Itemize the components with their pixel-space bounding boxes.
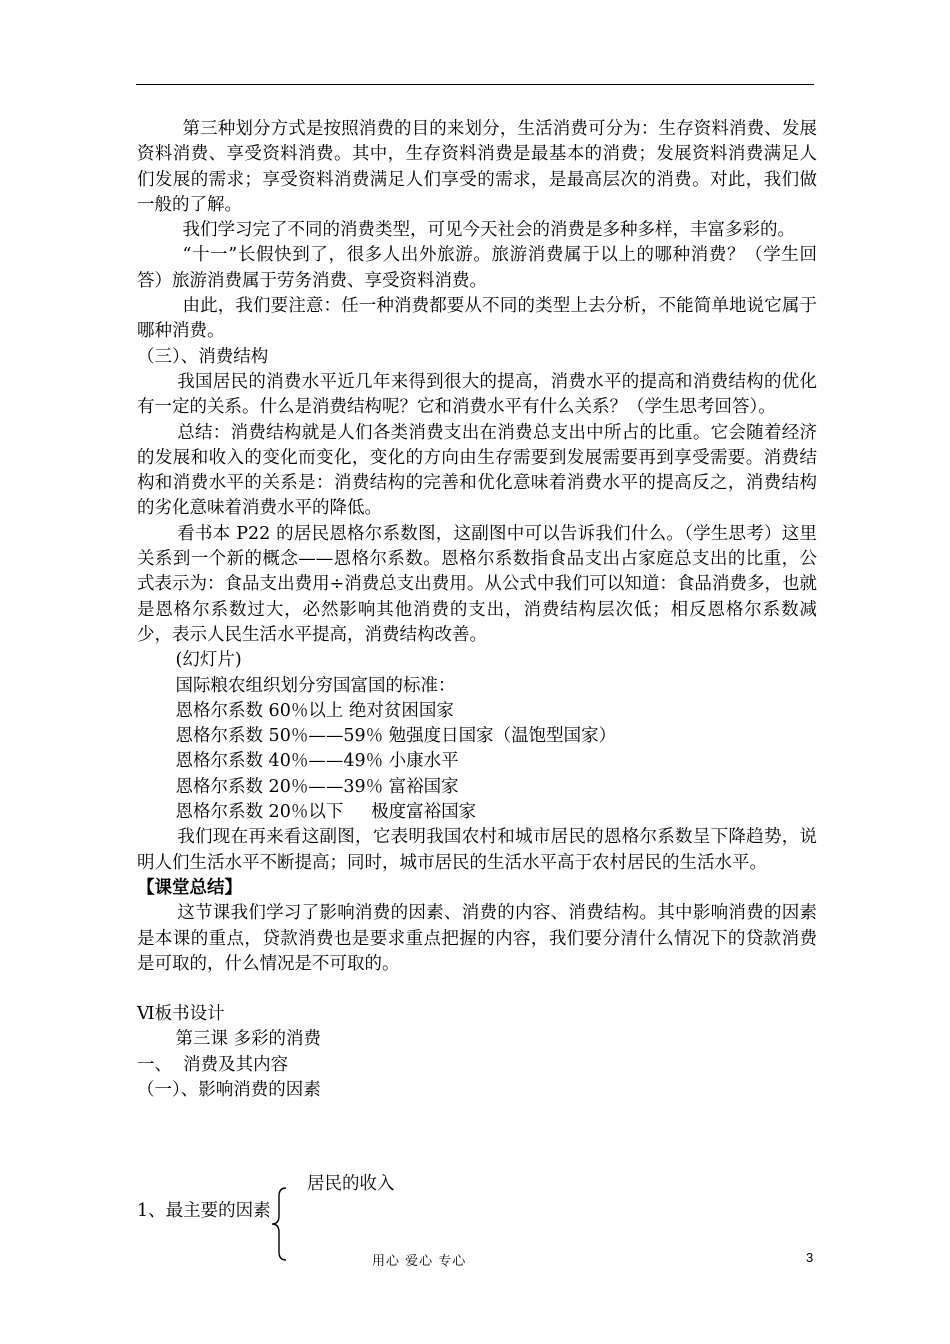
list-item: (幻灯片) [175,650,242,671]
list-item: 恩格尔系数 40％——49％ 小康水平 [175,751,459,772]
paragraph: 我们学习完了不同的消费类型，可见今天社会的消费是多种多样，丰富多彩的。 [182,220,795,241]
header-rule [136,84,814,85]
paragraph: 由此，我们要注意：任一种消费都要从不同的类型上去分析，不能简单地说它属于哪种消费。 [137,296,817,342]
outline-item: （一）、影响消费的因素 [137,1079,321,1100]
footer-text: 用心 爱心 专心 [372,1254,467,1269]
outline-item: 1、最主要的因素 [137,1201,271,1221]
list-item: 恩格尔系数 20％以下 极度富裕国家 [175,802,477,823]
list-item: 恩格尔系数 60％以上 绝对贫困国家 [175,700,454,721]
outline-item: 一、 消费及其内容 [137,1054,289,1075]
section-heading: 【课堂总结】 [137,877,242,898]
paragraph: “十一”长假快到了，很多人出外旅游。旅游消费属于以上的哪种消费？（学生回答）旅游消费属于劳务消费、享受资料消费。 [137,245,817,291]
document-body [137,117,817,1103]
list-item: 国际粮农组织划分穷国富国的标准： [175,675,456,696]
lesson-title: 第三课 多彩的消费 [175,1029,322,1050]
paragraph: 我国居民的消费水平近几年来得到很大的提高，消费水平的提高和消费结构的优化有一定的关系。什么是消费结构呢？它和消费水平有什么关系？（学生思考回答）。 [137,371,817,418]
paragraph: 看书本 P22 的居民恩格尔系数图，这副图中可以告诉我们什么。（学生思考）这里关系到一个新的概念——恩格尔系数。恩格尔系数指食品支出占家庭总支出的比重，公式表示为：食品支出费用÷消费总支出费用。从公式中我们可以知道：食品消费多，也就是恩格尔系数过大，必然影响其他消费的支出，消费结构层次低；相反恩格尔系数减少，表示人民生活水平提高，消费结构改善。 [137,523,817,645]
list-item: 恩格尔系数 50％——59％ 勉强度日国家（温饱型国家） [175,726,617,747]
page-number: 3 [806,1250,814,1265]
paragraph: 我们现在再来看这副图，它表明我国农村和城市居民的恩格尔系数呈下降趋势，说明人们生活水平不断提高；同时，城市居民的生活水平高于农村居民的生活水平。 [137,827,817,873]
brace-label: 居民的收入 [307,1174,395,1194]
section-heading: Ⅵ板书设计 [137,1004,225,1025]
paragraph: 第三种划分方式是按照消费的目的来划分，生活消费可分为：生存资料消费、发展资料消费、享受资料消费。其中，生存资料消费是最基本的消费；发展资料消费满足人们发展的需求；享受资料消费满足人们享受的需求，是最高层次的消费。对此，我们做一般的了解。 [137,119,817,215]
paragraph: 这节课我们学习了影响消费的因素、消费的内容、消费结构。其中影响消费的因素是本课的重点，贷款消费也是要求重点把握的内容，我们要分清什么情况下的贷款消费是可取的，什么情况是不可取的。 [137,903,817,974]
curly-brace-icon [270,1186,290,1262]
section-heading: （三）、消费结构 [137,346,269,367]
paragraph: 总结：消费结构就是人们各类消费支出在消费总支出中所占的比重。它会随着经济的发展和收入的变化而变化，变化的方向由生存需要到发展需要再到享受需要。消费结构和消费水平的关系是：消费结构的完善和优化意味着消费水平的提高反之，消费结构的劣化意味着消费水平的降低。 [137,422,817,519]
list-item: 恩格尔系数 20％——39％ 富裕国家 [175,776,459,797]
